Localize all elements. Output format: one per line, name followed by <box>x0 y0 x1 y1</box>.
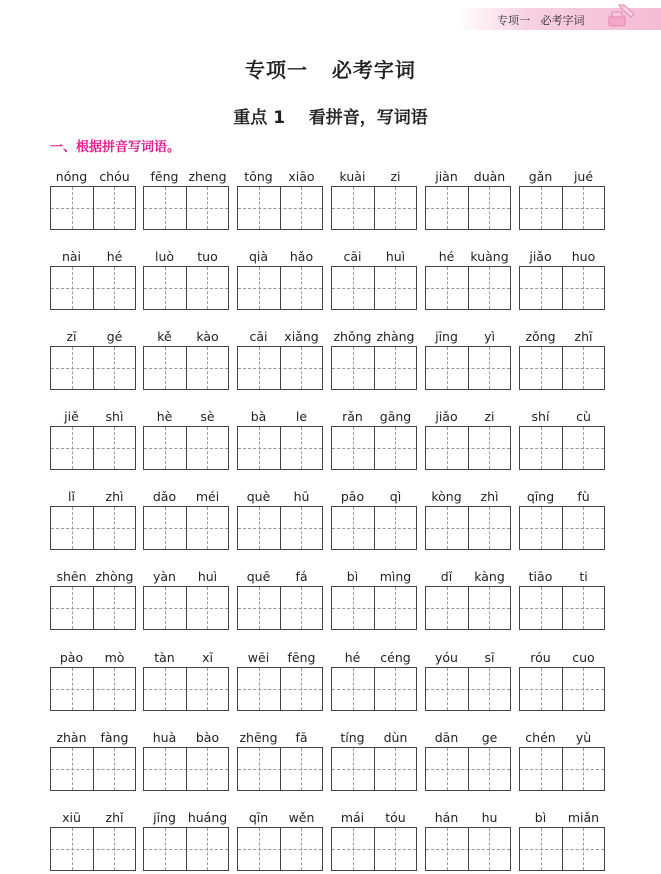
writing-box[interactable] <box>50 426 136 470</box>
pinyin-label: dǎo <box>152 489 177 504</box>
pinyin-label: zhì <box>105 489 124 504</box>
pinyin-label: bào <box>195 730 220 745</box>
pinyin-label: xī <box>202 650 213 665</box>
pinyin-label: tōng <box>244 169 273 184</box>
pinyin-label: le <box>295 409 308 424</box>
word-cell <box>237 489 323 551</box>
pinyin-label: zhī <box>574 329 593 344</box>
writing-box[interactable] <box>50 266 136 310</box>
writing-box[interactable] <box>237 346 323 390</box>
word-cell <box>50 489 136 551</box>
writing-box[interactable] <box>143 186 229 230</box>
pinyin-label: zǒng <box>525 329 556 344</box>
writing-box[interactable] <box>331 586 417 630</box>
word-cell <box>425 169 511 231</box>
writing-box[interactable] <box>519 186 605 230</box>
writing-box[interactable] <box>425 426 511 470</box>
writing-box[interactable] <box>237 586 323 630</box>
pinyin-label: hán <box>434 810 459 825</box>
word-cell <box>519 650 605 712</box>
pinyin-label: lǐ <box>68 489 75 504</box>
pinyin-label: tíng <box>340 730 365 745</box>
writing-box[interactable] <box>143 506 229 550</box>
pinyin-label: zhēng <box>239 730 278 745</box>
pinyin-label: jiǎo <box>435 409 458 424</box>
word-cell <box>143 730 229 792</box>
writing-box[interactable] <box>331 266 417 310</box>
pinyin-label: chén <box>525 730 556 745</box>
word-cell <box>143 810 229 872</box>
word-cell <box>237 569 323 631</box>
writing-box[interactable] <box>519 586 605 630</box>
pinyin-label: fá <box>295 569 308 584</box>
pinyin-label: shēn <box>56 569 87 584</box>
pinyin-label: tóu <box>385 810 406 825</box>
writing-box[interactable] <box>331 186 417 230</box>
pinyin-label: kào <box>196 329 219 344</box>
word-cell <box>425 650 511 712</box>
word-cell <box>50 569 136 631</box>
pinyin-label: fàng <box>100 730 129 745</box>
word-cell <box>519 409 605 471</box>
pinyin-label: zi <box>390 169 401 184</box>
word-cell <box>331 329 417 391</box>
writing-box[interactable] <box>237 827 323 871</box>
word-cell <box>331 409 417 471</box>
writing-box[interactable] <box>519 346 605 390</box>
word-cell <box>143 249 229 311</box>
word-cell <box>143 569 229 631</box>
pinyin-label: tàn <box>154 650 175 665</box>
pinyin-label: kě <box>157 329 172 344</box>
writing-box[interactable] <box>50 186 136 230</box>
word-cell <box>331 730 417 792</box>
pinyin-label: chóu <box>99 169 130 184</box>
pinyin-label: sī <box>484 650 495 665</box>
pinyin-label: yì <box>484 329 495 344</box>
pinyin-label: shí <box>531 409 550 424</box>
pinyin-label: duàn <box>473 169 506 184</box>
word-cell <box>143 169 229 231</box>
pinyin-label: xiū <box>62 810 81 825</box>
word-cell <box>331 169 417 231</box>
pinyin-label: zhǒng <box>333 329 372 344</box>
pinyin-label: bì <box>534 810 547 825</box>
pinyin-label: sè <box>200 409 215 424</box>
word-cell <box>50 169 136 231</box>
pinyin-label: hū <box>293 489 310 504</box>
writing-box[interactable] <box>237 266 323 310</box>
pinyin-label: jīng <box>435 329 458 344</box>
pinyin-label: cāi <box>249 329 268 344</box>
pinyin-label: yàn <box>153 569 176 584</box>
word-cell <box>519 249 605 311</box>
pinyin-label: mò <box>104 650 125 665</box>
pinyin-label: yóu <box>435 650 458 665</box>
pinyin-label: qì <box>389 489 402 504</box>
pinyin-label: jiǎo <box>529 249 552 264</box>
pinyin-label: luò <box>154 249 175 264</box>
pinyin-label: nóng <box>55 169 88 184</box>
pinyin-label: shì <box>105 409 124 424</box>
pinyin-label: zhǐ <box>105 810 124 825</box>
word-cell <box>143 329 229 391</box>
writing-box[interactable] <box>50 827 136 871</box>
pinyin-label: pào <box>59 650 84 665</box>
word-cell <box>425 489 511 551</box>
pinyin-label: zhàn <box>56 730 87 745</box>
pinyin-label: fēng <box>150 169 179 184</box>
pinyin-label: tiāo <box>528 569 553 584</box>
pinyin-label: kuài <box>339 169 366 184</box>
pinyin-label: bà <box>250 409 267 424</box>
writing-box[interactable] <box>143 266 229 310</box>
pinyin-label: zi <box>484 409 495 424</box>
word-cell <box>425 409 511 471</box>
pinyin-label: hǎo <box>289 249 314 264</box>
word-cell <box>519 730 605 792</box>
word-cell <box>519 489 605 551</box>
writing-box[interactable] <box>143 426 229 470</box>
word-cell <box>237 650 323 712</box>
writing-box[interactable] <box>143 667 229 711</box>
pinyin-label: ge <box>481 730 498 745</box>
pinyin-label: wēi <box>247 650 270 665</box>
pinyin-label: jiàn <box>435 169 458 184</box>
word-cell <box>237 409 323 471</box>
writing-box[interactable] <box>143 827 229 871</box>
pinyin-label: qīng <box>526 489 555 504</box>
writing-box[interactable] <box>237 506 323 550</box>
pinyin-label: cù <box>576 409 591 424</box>
writing-box[interactable] <box>143 346 229 390</box>
writing-box[interactable] <box>425 586 511 630</box>
writing-box[interactable] <box>519 667 605 711</box>
word-cell <box>519 569 605 631</box>
word-cell <box>237 810 323 872</box>
pinyin-label: jīng <box>153 810 176 825</box>
writing-box[interactable] <box>519 747 605 791</box>
writing-box[interactable] <box>519 827 605 871</box>
pinyin-label: hé <box>438 249 455 264</box>
word-cell <box>237 169 323 231</box>
writing-box[interactable] <box>50 586 136 630</box>
writing-box[interactable] <box>425 667 511 711</box>
writing-box[interactable] <box>50 506 136 550</box>
writing-box[interactable] <box>50 747 136 791</box>
writing-box[interactable] <box>425 186 511 230</box>
word-cell <box>331 249 417 311</box>
word-cell <box>50 329 136 391</box>
word-cell <box>331 569 417 631</box>
pinyin-label: mái <box>340 810 365 825</box>
word-cell <box>425 329 511 391</box>
writing-box[interactable] <box>331 346 417 390</box>
word-cell <box>50 730 136 792</box>
pinyin-label: cāi <box>343 249 362 264</box>
writing-box[interactable] <box>425 747 511 791</box>
word-cell <box>519 329 605 391</box>
word-cell <box>425 810 511 872</box>
pinyin-label: zhàng <box>376 329 415 344</box>
pinyin-label: quē <box>246 569 271 584</box>
pinyin-label: kuàng <box>470 249 509 264</box>
pinyin-label: dān <box>434 730 459 745</box>
writing-box[interactable] <box>331 827 417 871</box>
pinyin-label: huo <box>571 249 596 264</box>
pinyin-label: huì <box>197 569 218 584</box>
pinyin-label: xiāo <box>288 169 315 184</box>
pinyin-label: miǎn <box>567 810 600 825</box>
pinyin-label: zī <box>66 329 77 344</box>
word-cell <box>519 810 605 872</box>
pinyin-label: huáng <box>187 810 228 825</box>
pinyin-label: kàng <box>474 569 505 584</box>
word-cell <box>143 489 229 551</box>
pinyin-label: hè <box>156 409 173 424</box>
writing-box[interactable] <box>425 346 511 390</box>
word-cell <box>237 730 323 792</box>
pinyin-label: dǐ <box>440 569 453 584</box>
pinyin-label: dùn <box>383 730 408 745</box>
word-cell <box>519 169 605 231</box>
writing-box[interactable] <box>425 827 511 871</box>
pinyin-label: ti <box>579 569 588 584</box>
pinyin-label: pāo <box>340 489 365 504</box>
word-cell <box>143 650 229 712</box>
pinyin-label: mìng <box>379 569 412 584</box>
pinyin-label: hu <box>481 810 498 825</box>
pinyin-label: zheng <box>188 169 227 184</box>
word-cell <box>50 249 136 311</box>
word-cell <box>50 810 136 872</box>
pinyin-label: gé <box>106 329 123 344</box>
page-title: 专项一 必考字词 <box>245 58 416 82</box>
pinyin-label: huà <box>152 730 177 745</box>
pinyin-label: zhì <box>480 489 499 504</box>
writing-box[interactable] <box>425 506 511 550</box>
word-cell <box>50 650 136 712</box>
pinyin-label: xiǎng <box>284 329 319 344</box>
writing-box[interactable] <box>331 506 417 550</box>
word-cell <box>425 249 511 311</box>
pinyin-label: jué <box>573 169 594 184</box>
pinyin-label: fēng <box>287 650 316 665</box>
pinyin-label: gāng <box>379 409 412 424</box>
writing-box[interactable] <box>143 747 229 791</box>
writing-box[interactable] <box>331 667 417 711</box>
pinyin-label: hé <box>106 249 123 264</box>
word-cell <box>50 409 136 471</box>
pinyin-label: róu <box>530 650 551 665</box>
pinyin-label: jiě <box>64 409 79 424</box>
pinyin-label: cuo <box>572 650 595 665</box>
pinyin-label: kòng <box>431 489 462 504</box>
writing-box[interactable] <box>519 506 605 550</box>
word-cell <box>425 730 511 792</box>
writing-box[interactable] <box>237 667 323 711</box>
instruction-text: 一、根据拼音写词语。 <box>50 140 181 155</box>
word-cell <box>331 810 417 872</box>
pinyin-label: tuo <box>197 249 218 264</box>
writing-box[interactable] <box>50 346 136 390</box>
writing-box[interactable] <box>237 747 323 791</box>
writing-box[interactable] <box>50 667 136 711</box>
pinyin-label: bì <box>346 569 359 584</box>
writing-box[interactable] <box>331 747 417 791</box>
writing-box[interactable] <box>331 426 417 470</box>
pinyin-label: qià <box>248 249 269 264</box>
word-cell <box>237 249 323 311</box>
pinyin-label: fù <box>577 489 590 504</box>
pinyin-label: zhòng <box>95 569 134 584</box>
word-cell <box>237 329 323 391</box>
writing-box[interactable] <box>237 426 323 470</box>
section-subtitle: 重点 1 看拼音，写词语 <box>233 108 428 128</box>
word-cell <box>331 650 417 712</box>
pinyin-label: què <box>246 489 271 504</box>
writing-box[interactable] <box>425 266 511 310</box>
pinyin-label: fā <box>295 730 308 745</box>
pinyin-label: hé <box>344 650 361 665</box>
pinyin-label: yù <box>575 730 592 745</box>
pinyin-label: gǎn <box>528 169 553 184</box>
writing-box[interactable] <box>143 586 229 630</box>
pinyin-label: huì <box>385 249 406 264</box>
header-tag: 专项一 必考字词 <box>497 14 585 27</box>
pinyin-label: méi <box>195 489 220 504</box>
pinyin-label: qīn <box>248 810 269 825</box>
writing-box[interactable] <box>237 186 323 230</box>
writing-box[interactable] <box>519 266 605 310</box>
pinyin-label: rǎn <box>342 409 363 424</box>
word-cell <box>425 569 511 631</box>
word-cell <box>331 489 417 551</box>
writing-box[interactable] <box>519 426 605 470</box>
pinyin-label: nài <box>61 249 82 264</box>
pinyin-label: wěn <box>288 810 315 825</box>
pinyin-label: céng <box>380 650 411 665</box>
word-cell <box>143 409 229 471</box>
